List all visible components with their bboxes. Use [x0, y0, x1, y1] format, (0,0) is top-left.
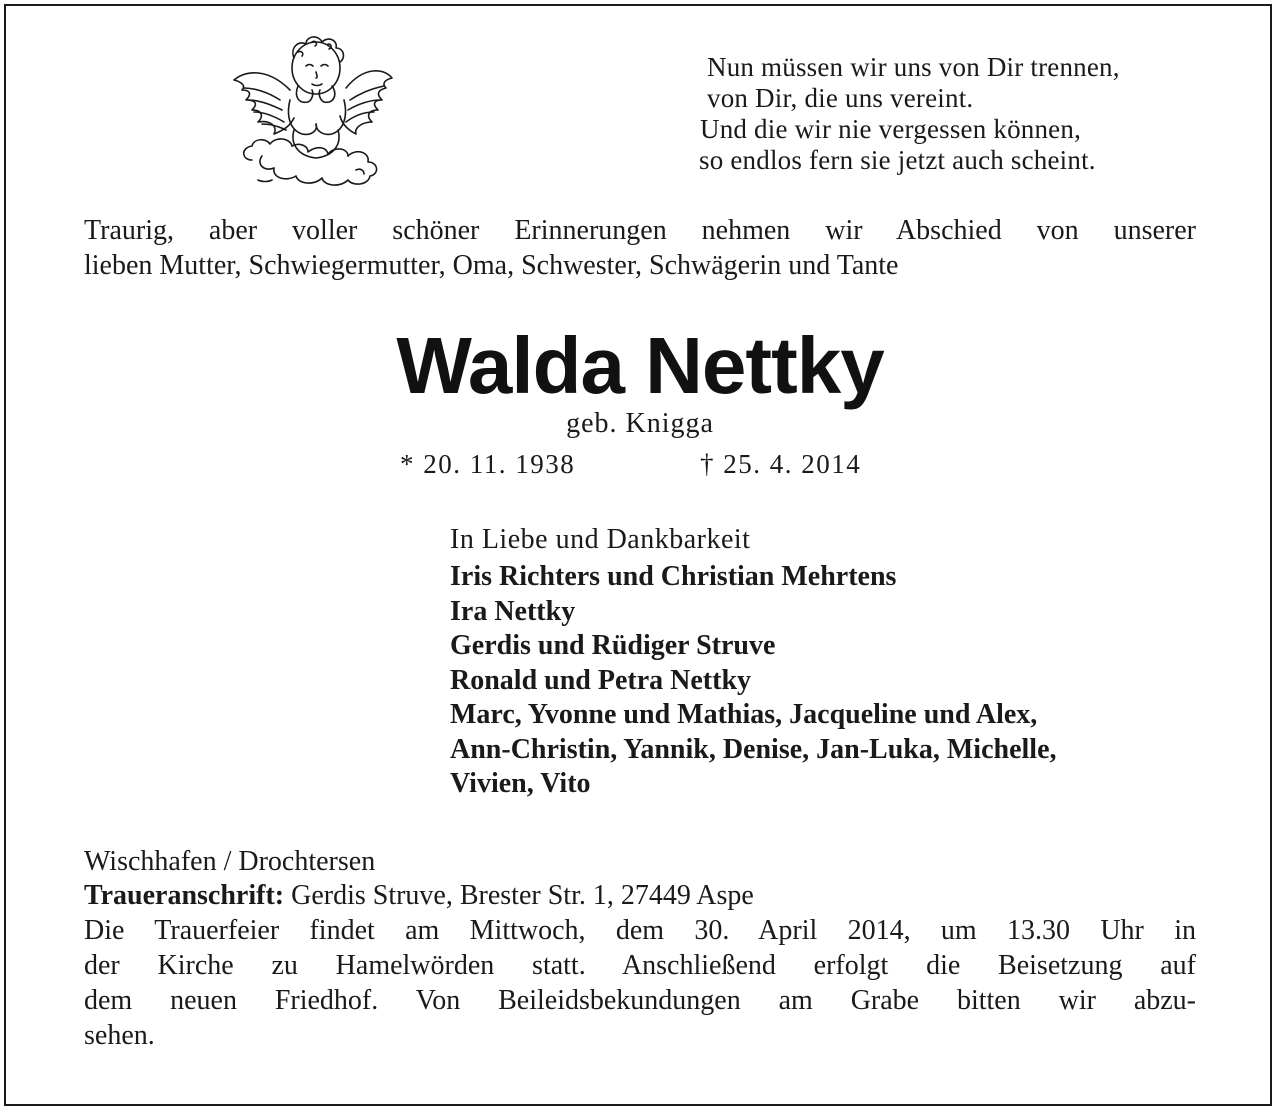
mourning-address: [84, 879, 1196, 913]
family-greeting: In Liebe und Dankbarkeit: [450, 524, 751, 555]
place-names: Wischhafen / Drochtersen: [84, 846, 376, 877]
birth-date: * 20. 11. 1938: [400, 449, 576, 479]
death-date: † 25. 4. 2014: [700, 449, 862, 479]
mourner-name: Marc, Yvonne und Mathias, Jacqueline und Alex,: [450, 699, 1038, 730]
maiden-name: geb. Knigga: [566, 408, 714, 439]
notice-line: der Kirche zu Hamelwörden statt. Anschließend erfolgt die Beisetzung auf: [84, 950, 1196, 981]
poem-line: Und die wir nie vergessen können,: [700, 114, 1082, 144]
mourner-name: Vivien, Vito: [450, 768, 591, 799]
notice-line: Die Trauerfeier findet am Mittwoch, dem 30. April 2014, um 13.30 Uhr in: [84, 915, 1196, 946]
mourner-name: Ann-Christin, Yannik, Denise, Jan-Luka, Michelle,: [450, 733, 1057, 765]
funeral-details: [84, 845, 1196, 1053]
mourner-name: Iris Richters und Christian Mehrtens: [450, 561, 897, 592]
notice-line: dem neuen Friedhof. Von Beileidsbekundungen am Grabe bitten wir abzu-: [84, 985, 1196, 1016]
mourner-name: Ronald und Petra Nettky: [450, 664, 752, 696]
mourner-names: [450, 560, 1230, 802]
mourners-block: [450, 522, 1230, 802]
cherub-angel-icon: [228, 30, 394, 190]
poem-line: so endlos fern sie jetzt auch scheint.: [699, 145, 1096, 175]
mourner-name: Ira Nettky: [450, 595, 576, 627]
funeral-notice: [84, 913, 1196, 1053]
poem-line: Nun müssen wir uns von Dir trennen,: [707, 52, 1120, 82]
intro-text: [84, 213, 1196, 283]
memorial-poem: [690, 52, 1230, 176]
notice-line: sehen.: [84, 1020, 155, 1051]
address-label: Traueranschrift:: [84, 880, 285, 911]
address-value: Gerdis Struve, Brester Str. 1, 27449 Aspe: [291, 880, 754, 911]
mourner-name: Gerdis und Rüdiger Struve: [450, 630, 776, 661]
poem-line: von Dir, die uns vereint.: [707, 83, 974, 113]
deceased-name: Walda Nettky: [396, 321, 884, 410]
intro-line: Traurig, aber voller schöner Erinnerungen nehmen wir Abschied von unserer: [84, 215, 1196, 246]
intro-line: lieben Mutter, Schwiegermutter, Oma, Schwester, Schwägerin und Tante: [84, 250, 899, 281]
